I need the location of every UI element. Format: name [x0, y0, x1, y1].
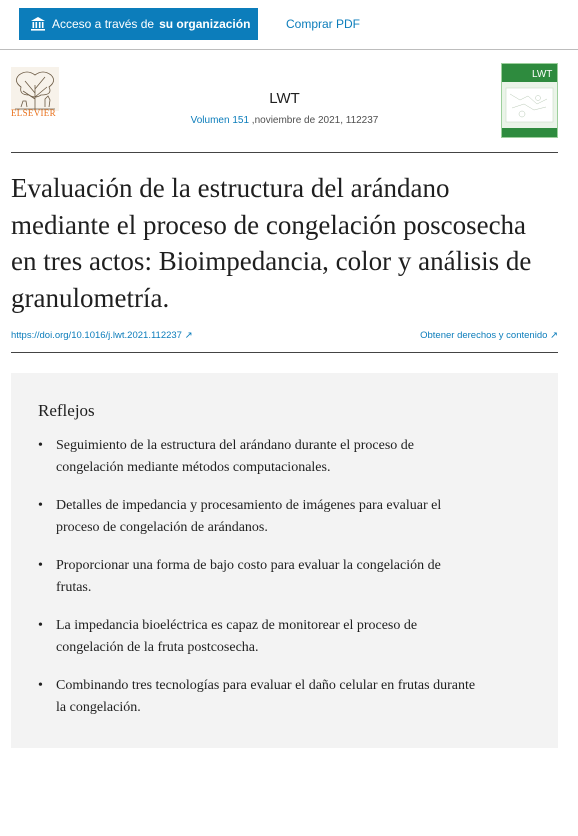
- rights-and-content-link[interactable]: [420, 330, 558, 341]
- cover-title: LWT: [532, 69, 553, 80]
- doi-row: [11, 326, 558, 353]
- doi-link[interactable]: [11, 330, 193, 341]
- highlight-item: [38, 495, 478, 539]
- journal-cover-image[interactable]: [501, 63, 558, 138]
- institution-access-button[interactable]: [19, 8, 258, 40]
- rights-text: Obtener derechos y contenido: [420, 330, 548, 341]
- journal-issue-info: [11, 115, 558, 126]
- highlight-item: [38, 675, 478, 719]
- bullet-icon: •: [38, 618, 43, 633]
- highlight-item: [38, 615, 478, 659]
- highlights-heading: Reflejos: [38, 401, 95, 420]
- cover-art: [502, 64, 557, 137]
- institution-icon: [30, 16, 46, 32]
- bullet-icon: •: [38, 438, 43, 453]
- journal-header: [11, 62, 558, 153]
- publisher-wordmark: ELSEVIER: [11, 108, 56, 118]
- highlight-item: [38, 555, 478, 599]
- article-title: Evaluación de la estructura del arándano mediante el proceso de congelación poscosecha en tres actos: Bioimpedancia, color y análisis de granulometría.: [11, 173, 532, 313]
- external-link-icon: ↗: [184, 330, 193, 341]
- highlight-text: Proporcionar una forma de bajo costo para evaluar la congelación de frutas.: [56, 558, 441, 595]
- top-bar: [0, 0, 578, 50]
- bullet-icon: •: [38, 558, 43, 573]
- highlight-text: La impedancia bioeléctrica es capaz de monitorear el proceso de congelación de la fruta postcosecha.: [56, 618, 418, 655]
- doi-text: https://doi.org/10.1016/j.lwt.2021.112237: [11, 330, 182, 341]
- bullet-icon: •: [38, 678, 43, 693]
- highlight-text: Seguimiento de la estructura del arándano durante el proceso de congelación mediante métodos computacionales.: [56, 438, 415, 475]
- highlight-text: Detalles de impedancia y procesamiento de imágenes para evaluar el proceso de congelación de arándanos.: [56, 498, 442, 535]
- access-org-label: su organización: [159, 17, 251, 31]
- highlights-list: [38, 435, 478, 735]
- journal-name-link[interactable]: LWT: [269, 90, 300, 107]
- highlights-panel: [11, 373, 558, 748]
- buy-pdf-link[interactable]: Comprar PDF: [286, 17, 361, 31]
- bullet-icon: •: [38, 498, 43, 513]
- access-prefix-label: Acceso a través de: [52, 17, 155, 31]
- external-link-icon: ↗: [550, 330, 558, 341]
- highlight-item: [38, 435, 478, 479]
- volume-link[interactable]: Volumen 151: [190, 115, 250, 126]
- highlight-text: Combinando tres tecnologías para evaluar el daño celular en frutas durante la congelación.: [56, 678, 476, 715]
- issue-date: ,noviembre de 2021, 112237: [249, 115, 379, 126]
